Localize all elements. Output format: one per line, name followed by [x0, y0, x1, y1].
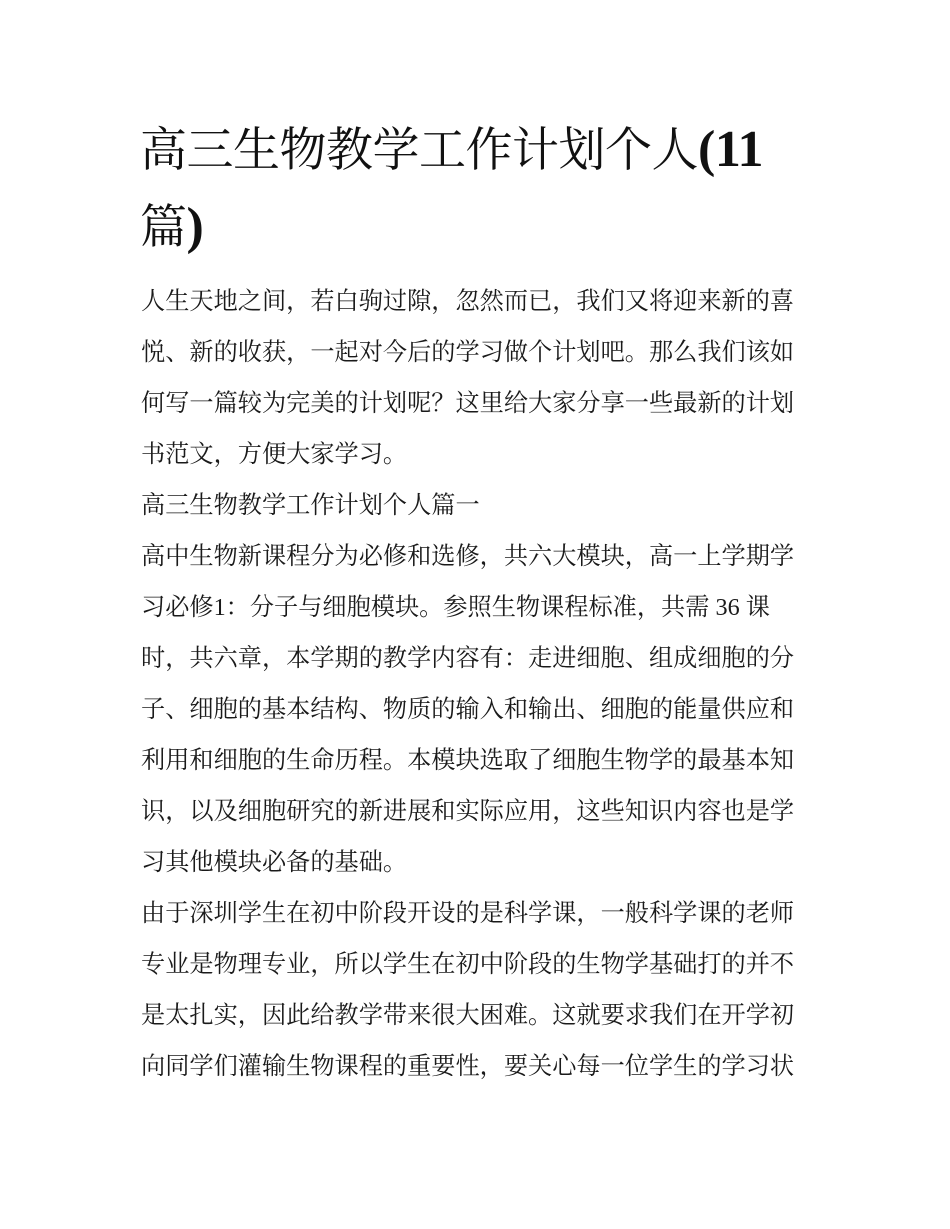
text-fragment: 习必修	[141, 593, 214, 621]
text-line: 专业是物理专业，所以学生在初中阶段的生物学基础打的并不	[141, 950, 795, 978]
body-paragraph-course-overview	[141, 531, 831, 888]
text-fragment: ：分子与细胞模块。参照生物课程标准，共需	[225, 593, 710, 621]
text-line: 向同学们灌输生物课程的重要性，要关心每一位学生的学习状	[141, 1052, 795, 1080]
text-line: 识，以及细胞研究的新进展和实际应用，这些知识内容也是学	[141, 797, 795, 825]
text-line: 书范文，方便大家学习。	[141, 440, 408, 468]
title-line-2	[140, 189, 840, 266]
intro-paragraph	[141, 276, 831, 480]
document-title	[140, 112, 840, 266]
text-line: 人生天地之间，若白驹过隙，忽然而已，我们又将迎来新的喜	[141, 287, 795, 315]
text-line: 子、细胞的基本结构、物质的输入和输出、细胞的能量供应和	[141, 695, 795, 723]
text-line: 高中生物新课程分为必修和选修，共六大模块，高一上学期学	[141, 542, 795, 570]
title-count-open: (11	[698, 121, 763, 178]
text-line: 利用和细胞的生命历程。本模块选取了细胞生物学的最基本知	[141, 746, 795, 774]
class-hours-number: 36	[709, 594, 746, 621]
section-heading	[141, 480, 831, 531]
text-line: 时，共六章，本学期的教学内容有：走进细胞、组成细胞的分	[141, 644, 795, 672]
text-line: 由于深圳学生在初中阶段开设的是科学课，一般科学课的老师	[141, 899, 795, 927]
text-fragment: 课	[745, 593, 770, 621]
text-line	[141, 582, 831, 633]
title-text-cont: 篇	[140, 200, 187, 255]
module-number: 1	[213, 594, 226, 621]
document-body	[141, 276, 831, 1092]
title-line-1	[140, 112, 840, 189]
text-line: 是太扎实，因此给教学带来很大困难。这就要求我们在开学初	[141, 1001, 795, 1029]
text-line: 习其他模块必备的基础。	[141, 848, 408, 876]
section-heading-text: 高三生物教学工作计划个人篇一	[141, 491, 480, 519]
title-count-close: )	[186, 198, 204, 255]
text-line: 悦、新的收获，一起对今后的学习做个计划吧。那么我们该如	[141, 338, 795, 366]
body-paragraph-student-background	[141, 888, 831, 1092]
text-line: 何写一篇较为完美的计划呢？这里给大家分享一些最新的计划	[141, 389, 795, 417]
title-text: 高三生物教学工作计划个人	[140, 123, 698, 178]
